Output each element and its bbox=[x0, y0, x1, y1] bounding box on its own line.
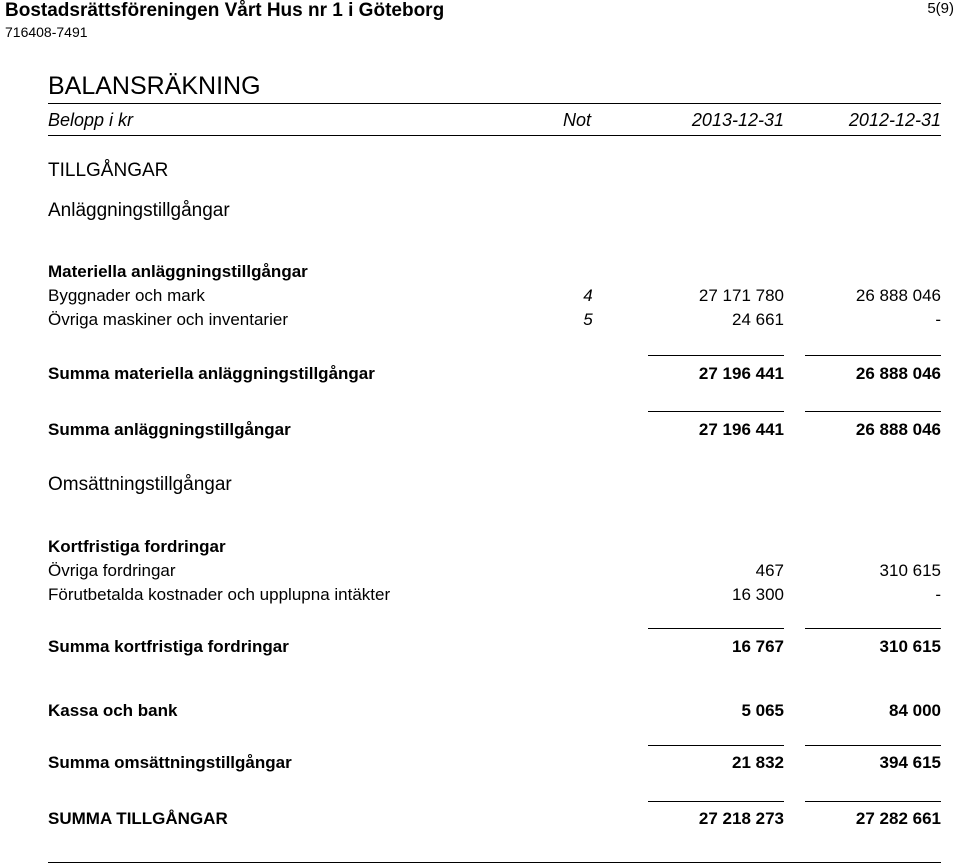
bottom-rule bbox=[48, 862, 941, 863]
note-ref: 4 bbox=[583, 286, 593, 305]
sum-rule bbox=[648, 411, 784, 412]
value-2012: 26 888 046 bbox=[855, 420, 941, 439]
row-label: Övriga fordringar bbox=[48, 561, 176, 580]
page-number: 5(9) bbox=[927, 0, 954, 17]
value-2012: 310 615 bbox=[879, 637, 941, 656]
sum-row bbox=[48, 637, 941, 659]
value-2013: 21 832 bbox=[732, 753, 784, 772]
receivables-heading-row bbox=[48, 537, 941, 559]
value-2012: 27 282 661 bbox=[855, 809, 941, 828]
row-label: Kortfristiga fordringar bbox=[48, 537, 226, 556]
section-current-assets: Omsättningstillgångar bbox=[48, 474, 232, 495]
row-label: Summa materiella anläggningstillgångar bbox=[48, 364, 375, 383]
value-2012: 310 615 bbox=[879, 561, 941, 580]
header-rule bbox=[48, 135, 941, 136]
note-ref: 5 bbox=[583, 310, 593, 329]
sum-rule bbox=[805, 628, 941, 629]
column-header-label: Belopp i kr bbox=[48, 110, 134, 130]
organization-name: Bostadsrättsföreningen Vårt Hus nr 1 i Göteborg bbox=[5, 0, 445, 21]
table-row bbox=[48, 310, 941, 332]
row-label: SUMMA TILLGÅNGAR bbox=[48, 809, 228, 828]
sum-rule bbox=[648, 355, 784, 356]
sum-rule bbox=[805, 745, 941, 746]
column-header-note: Not bbox=[563, 110, 592, 130]
row-label: Summa anläggningstillgångar bbox=[48, 420, 291, 439]
row-label: Summa kortfristiga fordringar bbox=[48, 637, 289, 656]
value-2013: 24 661 bbox=[732, 310, 784, 329]
row-label: Summa omsättningstillgångar bbox=[48, 753, 292, 772]
table-row bbox=[48, 561, 941, 583]
column-header-year1: 2013-12-31 bbox=[691, 110, 784, 130]
value-2013: 5 065 bbox=[741, 701, 784, 720]
value-2013: 27 218 273 bbox=[698, 809, 784, 828]
sum-row bbox=[48, 364, 941, 386]
row-label: Övriga maskiner och inventarier bbox=[48, 310, 288, 329]
value-2013: 27 196 441 bbox=[698, 420, 784, 439]
value-2013: 27 171 780 bbox=[698, 286, 784, 305]
value-2012: 394 615 bbox=[879, 753, 941, 772]
sum-rule bbox=[805, 411, 941, 412]
tangible-heading-row bbox=[48, 262, 941, 284]
table-row bbox=[48, 701, 941, 723]
total-row bbox=[48, 809, 941, 831]
sum-rule bbox=[805, 801, 941, 802]
value-2013: 16 767 bbox=[732, 637, 784, 656]
sum-rule bbox=[648, 801, 784, 802]
sum-rule bbox=[648, 745, 784, 746]
value-2012: 26 888 046 bbox=[855, 286, 941, 305]
title-rule bbox=[48, 103, 941, 104]
value-2013: 467 bbox=[755, 561, 784, 580]
sum-row bbox=[48, 420, 941, 442]
table-row bbox=[48, 585, 941, 607]
section-assets: TILLGÅNGAR bbox=[48, 160, 169, 181]
row-label: Materiella anläggningstillgångar bbox=[48, 262, 308, 281]
organization-number: 716408-7491 bbox=[5, 24, 88, 40]
value-2013: 16 300 bbox=[732, 585, 784, 604]
sum-row bbox=[48, 753, 941, 775]
section-fixed-assets: Anläggningstillgångar bbox=[48, 200, 230, 221]
column-header-year2: 2012-12-31 bbox=[848, 110, 941, 130]
value-2013: 27 196 441 bbox=[698, 364, 784, 383]
page-title: BALANSRÄKNING bbox=[48, 72, 261, 100]
sum-rule bbox=[648, 628, 784, 629]
row-label: Kassa och bank bbox=[48, 701, 178, 720]
value-2012: - bbox=[935, 585, 941, 604]
row-label: Förutbetalda kostnader och upplupna intäkter bbox=[48, 585, 391, 604]
value-2012: 84 000 bbox=[889, 701, 941, 720]
value-2012: 26 888 046 bbox=[855, 364, 941, 383]
table-row bbox=[48, 286, 941, 308]
value-2012: - bbox=[935, 310, 941, 329]
row-label: Byggnader och mark bbox=[48, 286, 205, 305]
sum-rule bbox=[805, 355, 941, 356]
